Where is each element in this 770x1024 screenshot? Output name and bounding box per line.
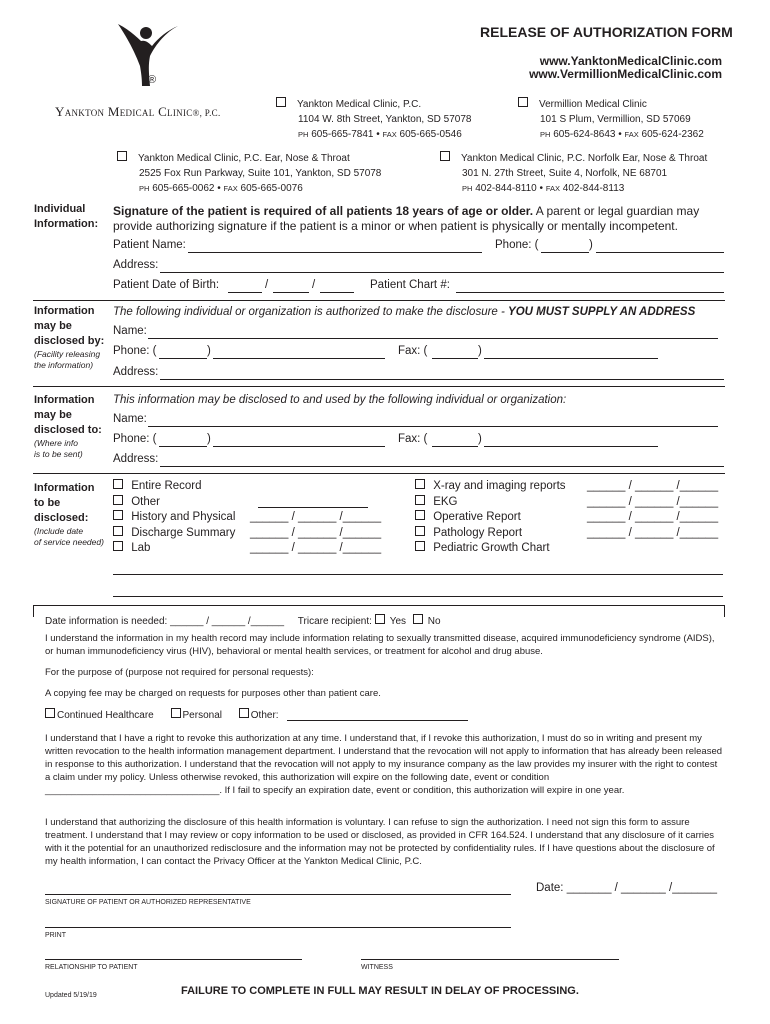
tricare-yes-checkbox[interactable] [375,614,385,624]
voluntary-paragraph: I understand that authorizing the disclosure of this health information is voluntary. I can refuse to sign the authorization. I need not sign this form to assure treatment. I understand that I may review or copy information to be used or disclosed, as provided in CFR 164.524. I understand that any disclosure of it carries with it the potential for an unauthorized redisclosure and the information may not be protected by confidentiality rules. If I have questions about the disclosure of my health information, I can contact the Privacy Officer at the Yankton Medical Clinic, P.C. [45,817,715,867]
updated-date: Updated 5/19/19 [45,992,97,999]
patient-phone-area-field[interactable] [541,252,589,253]
location-vermillion: Vermillion Medical Clinic 101 S Plum, Vermillion, SD 57069 PH 605-624-8643 • FAX 605-624-2362 [518,97,704,142]
print-name-field[interactable] [45,927,511,928]
patient-chart-field[interactable] [456,292,724,293]
record-types-right [415,479,566,557]
to-phone-area-field[interactable] [159,446,207,447]
dob-year-field[interactable] [320,292,354,293]
revocation-paragraph: I understand that I have a right to revoke this authorization at any time. I understand that, if I revoke this authorization, I must do so in writing and present my written revocation to the health information management department. I understand that the revocation will not apply to information that has already been released in response to this authorization. I understand that the revocation will not apply to my insurance company as the law provides my insurer with the right to contest a claim under my policy. Unless otherwise revoked, this authorization will expire on the following date, event or condition _________________________________. If I fail to specify an expiration date, event or condition, this authorization will expire in one year. [45,733,723,796]
dob-month-field[interactable] [228,292,262,293]
section-divider [33,300,725,301]
location-checkbox[interactable] [518,97,528,107]
signature-label: SIGNATURE OF PATIENT OR AUTHORIZED REPRESENTATIVE [45,899,251,906]
disclosed-by-instructions: The following individual or organization is authorized to make the disclosure - YOU MUST SUPPLY AN ADDRESS [113,306,696,318]
disclosed-by-label: Information may be disclosed by: (Facility releasing the information) [34,305,105,370]
processing-warning: FAILURE TO COMPLETE IN FULL MAY RESULT IN DELAY OF PROCESSING. [181,985,579,997]
date-needed-row: Date information is needed: ______ / ______ /______ Tricare recipient: Yes No [45,616,441,627]
location-checkbox[interactable] [440,151,450,161]
paren-close: ) [207,433,211,445]
to-be-disclosed-label: Information to be disclosed: (Include date of service needed) [34,482,104,547]
registered-mark: ® [148,74,157,86]
tricare-no-checkbox[interactable] [413,614,423,624]
location-ent-yankton: Yankton Medical Clinic, P.C. Ear, Nose & Throat 2525 Fox Run Parkway, Suite 101, Yankton, SD 57078 PH 605-665-0062 • FAX 605-665-0076 [117,151,381,196]
website-yankton[interactable]: www.YanktonMedicalClinic.com [539,54,722,68]
patient-chart-label: Patient Chart #: [370,279,450,291]
to-fax-label: Fax: ( [398,433,428,445]
location-checkbox[interactable] [117,151,127,161]
to-name-label: Name: [113,413,147,425]
paren-close: ) [478,433,482,445]
slash: / [265,279,269,291]
right-dates [587,479,718,541]
hiv-disclosure-paragraph: I understand the information in my health record may include information relating to sexually transmitted disease, acquired immunodeficiency syndrome (AIDS), or human immunodeficiency virus (HIV), behavioral or mental health services, or treatment for alcohol and drug abuse. [45,633,715,657]
section-divider [33,473,725,474]
service-date-field[interactable]: ______ / ______ /______ [587,526,719,539]
section-divider [33,386,725,387]
location-checkbox[interactable] [276,97,286,107]
by-fax-label: Fax: ( [398,345,428,357]
to-fax-area-field[interactable] [432,446,478,447]
patient-name-label: Patient Name: [113,239,186,251]
continued-healthcare-checkbox[interactable] [45,708,55,718]
additional-info-line[interactable] [113,574,723,575]
by-name-label: Name: [113,325,147,337]
individual-label: Individual Information: [34,203,99,230]
copying-fee-note: A copying fee may be charged on requests for purposes other than patient care. [45,688,381,699]
purpose-options: Continued Healthcare Personal Other: [45,708,279,721]
to-fax-field[interactable] [484,446,658,447]
terms-box-left-tick [33,605,34,617]
to-phone-label: Phone: ( [113,433,157,445]
service-date-field[interactable]: ______ / ______ /______ [587,480,719,492]
other-purpose-field[interactable] [287,720,468,721]
by-name-field[interactable] [148,338,718,339]
by-fax-field[interactable] [484,358,658,359]
patient-dob-label: Patient Date of Birth: [113,279,220,291]
relationship-field[interactable] [45,959,302,960]
patient-phone-label: Phone: ( [495,239,539,251]
record-option[interactable]: Discharge Summary [113,526,235,542]
witness-field[interactable] [361,959,619,960]
record-types-left [113,479,235,557]
signature-requirement: Signature of the patient is required of all patients 18 years of age or older. A parent or legal guardian may provide authorizing signature if the patient is a minor or when patient is physically or mentally incompetent. [113,204,700,233]
website-vermillion[interactable]: www.VermillionMedicalClinic.com [529,67,722,81]
paren-close: ) [207,345,211,357]
record-option[interactable]: Other [113,495,235,511]
record-option[interactable]: Operative Report [415,510,566,526]
signature-field[interactable] [45,894,511,895]
record-option[interactable]: Lab [113,541,235,557]
by-phone-field[interactable] [213,358,385,359]
clinic-logo-figure-icon [112,22,182,92]
to-name-field[interactable] [148,426,718,427]
witness-label: WITNESS [361,964,393,971]
dob-day-field[interactable] [273,292,309,293]
relationship-label: RELATIONSHIP TO PATIENT [45,964,138,971]
to-address-label: Address: [113,453,159,465]
terms-box-top [33,605,725,606]
signature-date: Date: _______ / _______ /_______ [536,882,717,894]
service-date-field[interactable]: ______ / ______ /______ [587,511,719,523]
service-date-field[interactable]: ______ / ______ /______ [250,526,382,539]
patient-address-field[interactable] [160,272,724,273]
service-date-field[interactable]: ______ / ______ /______ [587,495,719,508]
by-address-field[interactable] [160,379,724,380]
signature-date-field[interactable]: _______ / _______ /_______ [566,882,717,894]
record-option[interactable]: X-ray and imaging reports [415,479,566,495]
left-dates [250,510,381,557]
other-specify-field[interactable] [258,507,368,508]
to-address-field[interactable] [160,466,724,467]
by-address-label: Address: [113,366,159,378]
record-option[interactable]: Entire Record [113,479,235,495]
purpose-label: For the purpose of (purpose not required for personal requests): [45,667,314,678]
personal-checkbox[interactable] [171,708,181,718]
clinic-logo-text: Yankton Medical Clinic®, P.C. [55,104,221,119]
additional-info-line[interactable] [113,596,723,597]
record-option[interactable]: EKG [415,495,566,511]
location-ent-norfolk: Yankton Medical Clinic, P.C. Norfolk Ear, Nose & Throat 301 N. 27th Street, Suite 4, Norfolk, NE 68701 PH 402-844-8110 • FAX 402-844-8113 [440,151,707,196]
paren-close: ) [478,345,482,357]
by-phone-area-field[interactable] [159,358,207,359]
print-label: PRINT [45,932,66,939]
record-option[interactable]: History and Physical [113,510,235,526]
patient-name-field[interactable] [188,252,482,253]
patient-phone-field[interactable] [596,252,724,253]
record-option[interactable]: Pediatric Growth Chart [415,541,566,557]
form-title: RELEASE OF AUTHORIZATION FORM [480,24,733,40]
by-phone-label: Phone: ( [113,345,157,357]
disclosed-to-instructions: This information may be disclosed to and used by the following individual or organization: [113,394,567,406]
slash: / [312,279,316,291]
paren-close: ) [589,239,593,251]
location-yankton: Yankton Medical Clinic, P.C. 1104 W. 8th Street, Yankton, SD 57078 PH 605-665-7841 • FAX 605-665-0546 [276,97,471,142]
service-date-field[interactable]: ______ / ______ /______ [250,511,382,523]
patient-address-label: Address: [113,259,159,271]
terms-box-right-tick [724,605,725,617]
disclosed-to-label: Information may be disclosed to: (Where info is to be sent) [34,394,102,459]
service-date-field[interactable]: ______ / ______ /______ [250,542,382,554]
other-checkbox[interactable] [239,708,249,718]
to-phone-field[interactable] [213,446,385,447]
record-option[interactable]: Pathology Report [415,526,566,542]
by-fax-area-field[interactable] [432,358,478,359]
